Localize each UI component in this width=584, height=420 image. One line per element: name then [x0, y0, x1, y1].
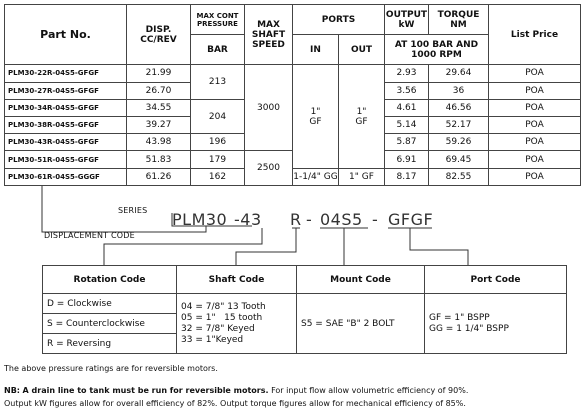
- port-out-value: 1" GF: [339, 65, 385, 168]
- output-value: 5.87: [385, 134, 429, 151]
- header-max-cont-pressure: MAX CONT PRESSURE: [191, 5, 245, 35]
- torque-value: 52.17: [429, 117, 489, 134]
- model-shaft-mount: 04S5: [320, 210, 363, 229]
- torque-value: 29.64: [429, 65, 489, 82]
- header-output: OUTPUT kW: [385, 5, 429, 35]
- header-mount-code: Mount Code: [297, 266, 425, 294]
- price-value: POA: [489, 99, 581, 116]
- shaft-code-list: [177, 294, 297, 354]
- part-number: PLM30-27R-04S5-GFGF: [5, 82, 127, 99]
- port-in-value: 1-1/4" GG: [293, 168, 339, 185]
- header-list-price: List Price: [489, 5, 581, 65]
- header-max-shaft-speed: MAX SHAFT SPEED: [245, 5, 293, 65]
- part-number: PLM30-43R-04S5-GFGF: [5, 134, 127, 151]
- header-disp: DISP. CC/REV: [127, 5, 191, 65]
- codes-table: [42, 265, 567, 354]
- output-value: 4.61: [385, 99, 429, 116]
- model-ports: GFGF: [388, 210, 434, 229]
- shaft-code-item: 32 = 7/8" Keyed: [181, 323, 255, 334]
- nb-note: [4, 386, 468, 395]
- port-code-item: GF = 1" BSPP: [429, 312, 490, 323]
- shaft-code-item: 05 = 1" 15 tooth: [181, 312, 263, 323]
- price-value: POA: [489, 151, 581, 168]
- header-ports: PORTS: [293, 5, 385, 35]
- torque-value: 46.56: [429, 99, 489, 116]
- header-bar: BAR: [191, 35, 245, 65]
- model-dash: -: [372, 210, 379, 229]
- header-part-no: Part No.: [5, 5, 127, 65]
- nb-bold-text: A drain line to tank must be run for reversible motors.: [22, 386, 269, 395]
- pressure-note: The above pressure ratings are for reversible motors.: [4, 364, 218, 373]
- pressure-value: 162: [191, 168, 245, 185]
- header-at-100-bar: AT 100 BAR AND 1000 RPM: [385, 35, 489, 65]
- price-value: POA: [489, 65, 581, 82]
- series-label: SERIES: [118, 206, 148, 215]
- price-value: POA: [489, 134, 581, 151]
- part-number: PLM30-34R-04S5-GFGF: [5, 99, 127, 116]
- output-value: 6.91: [385, 151, 429, 168]
- nb-label: NB:: [4, 386, 20, 395]
- price-value: POA: [489, 117, 581, 134]
- part-number: PLM30-38R-04S5-GFGF: [5, 117, 127, 134]
- output-value: 3.56: [385, 82, 429, 99]
- port-code-list: [425, 294, 567, 354]
- model-displacement: -43: [234, 210, 262, 229]
- header-rotation-code: Rotation Code: [43, 266, 177, 294]
- shaft-code-item: 33 = 1"Keyed: [181, 334, 244, 345]
- disp-value: 43.98: [127, 134, 191, 151]
- port-code-item: GG = 1 1/4" BSPP: [429, 323, 509, 334]
- model-rotation: R: [290, 210, 302, 229]
- torque-value: 59.26: [429, 134, 489, 151]
- rotation-code-r: R = Reversing: [43, 334, 177, 354]
- speed-value: 3000: [245, 65, 293, 151]
- disp-value: 61.26: [127, 168, 191, 185]
- disp-value: 26.70: [127, 82, 191, 99]
- torque-value: 82.55: [429, 168, 489, 185]
- nb-text: For input flow allow volumetric efficiency of 90%.: [271, 386, 469, 395]
- pressure-value: 179: [191, 151, 245, 168]
- header-in: IN: [293, 35, 339, 65]
- header-port-code: Port Code: [425, 266, 567, 294]
- header-shaft-code: Shaft Code: [177, 266, 297, 294]
- efficiency-note: Output kW figures allow for overall efficiency of 82%. Output torque figures allow for mechanical efficiency of 85%.: [4, 399, 466, 408]
- price-value: POA: [489, 168, 581, 185]
- output-value: 8.17: [385, 168, 429, 185]
- port-out-value: 1" GF: [339, 168, 385, 185]
- output-value: 2.93: [385, 65, 429, 82]
- disp-value: 21.99: [127, 65, 191, 82]
- rotation-code-s: S = Counterclockwise: [43, 314, 177, 334]
- pressure-value: 196: [191, 134, 245, 151]
- speed-value: 2500: [245, 151, 293, 186]
- part-number: PLM30-61R-04S5-GGGF: [5, 168, 127, 185]
- disp-value: 34.55: [127, 99, 191, 116]
- header-torque: TORQUE NM: [429, 5, 489, 35]
- disp-value: 39.27: [127, 117, 191, 134]
- part-number: PLM30-51R-04S5-GFGF: [5, 151, 127, 168]
- torque-value: 36: [429, 82, 489, 99]
- pressure-value: 213: [191, 65, 245, 99]
- pressure-value: 204: [191, 99, 245, 133]
- shaft-code-item: 04 = 7/8" 13 Tooth: [181, 301, 266, 312]
- mount-code-value: S5 = SAE "B" 2 BOLT: [297, 294, 425, 354]
- header-out: OUT: [339, 35, 385, 65]
- price-value: POA: [489, 82, 581, 99]
- rotation-code-d: D = Clockwise: [43, 294, 177, 314]
- part-number: PLM30-22R-04S5-GFGF: [5, 65, 127, 82]
- disp-value: 51.83: [127, 151, 191, 168]
- model-series: PLM30: [172, 210, 228, 229]
- displacement-code-label: DISPLACEMENT CODE: [44, 231, 135, 240]
- torque-value: 69.45: [429, 151, 489, 168]
- output-value: 5.14: [385, 117, 429, 134]
- model-dash: -: [306, 210, 313, 229]
- port-in-value: 1" GF: [293, 65, 339, 168]
